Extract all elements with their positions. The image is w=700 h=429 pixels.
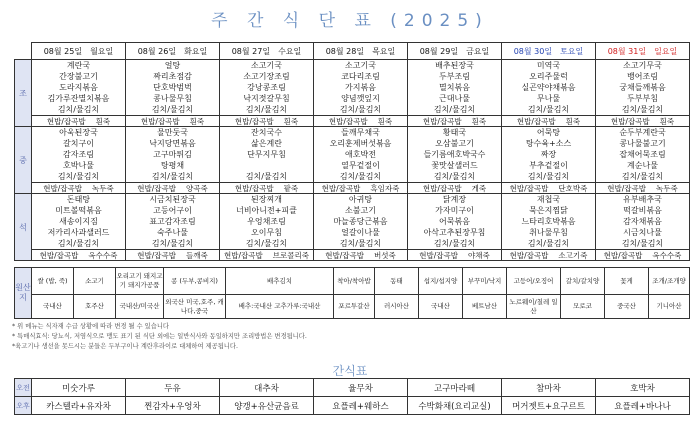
menu-item: 김치/물김치: [245, 172, 288, 181]
origin-value: 중국산: [605, 295, 649, 319]
menu-item: 낙지당면볶음: [149, 139, 196, 148]
origin-header: 고등어/오징어: [507, 268, 561, 295]
porridge-option: 버섯죽: [374, 251, 396, 260]
menu-footer: [32, 115, 125, 126]
menu-footer: [220, 115, 313, 126]
rice-option: 현밥/잡곡밥: [422, 117, 462, 126]
corner-cell: [15, 43, 32, 60]
day-header: [220, 43, 314, 60]
menu-item: 가지볶음: [345, 83, 376, 92]
snack-pm-row: [15, 397, 690, 415]
menu-cell: [220, 60, 314, 127]
porridge-option: 흑임자죽: [370, 184, 400, 193]
menu-item: 마늘종당근볶음: [333, 217, 388, 226]
menu-item: 재첩국: [536, 195, 561, 204]
porridge-option: 팥죽: [283, 184, 299, 193]
menu-cell: [126, 194, 220, 261]
menu-cell: [502, 194, 596, 261]
rice-option: 현밥/잡곡밥: [603, 251, 643, 260]
day-date: 08월 26일: [137, 46, 177, 56]
menu-footer: [32, 182, 125, 193]
menu-cell: [126, 127, 220, 194]
day-header: [314, 43, 408, 60]
menu-item: 잡채어묵조림: [619, 150, 666, 159]
origin-header: 조개/조개양: [649, 268, 690, 295]
menu-item: 간장불고기: [59, 72, 98, 81]
day-date: 08월 30일: [513, 46, 553, 56]
menu-item: 가자미구이: [435, 206, 474, 215]
menu-item: 삶은계란: [251, 139, 282, 148]
meal-row: [15, 194, 690, 261]
menu-item: 김치/물김치: [245, 105, 288, 114]
origin-table: [14, 267, 690, 319]
rice-option: 현밥/잡곡밥: [46, 117, 86, 126]
porridge-option: 흰죽: [471, 117, 487, 126]
porridge-option: 들깨죽: [186, 251, 208, 260]
note-line: * 특매식효식: 당뇨식, 저염식으로 맹도 표기 된 식단 외에는 일반식사와 동일하지만 조리방법은 변경됩니다.: [12, 333, 307, 340]
snack-item: 참마차: [502, 379, 596, 397]
snack-item: 머거젯트+요구르트: [502, 397, 596, 415]
rice-option: 현밥/잡곡밥: [137, 184, 176, 193]
porridge-option: 브로콜리죽: [272, 251, 309, 260]
menu-footer: [220, 182, 313, 193]
menu-cell: [32, 60, 126, 127]
snack-item: 고구마라떼: [408, 379, 502, 397]
menu-cell: [126, 60, 220, 127]
menu-item: 순두부계란국: [619, 128, 666, 137]
day-weekday: 토요일: [560, 46, 584, 56]
menu-item: 느타리호박볶음: [521, 217, 576, 226]
menu-item: 김치/물김치: [151, 172, 194, 181]
day-weekday: 목요일: [372, 46, 396, 56]
menu-item: 아삭고추된장무침: [423, 228, 486, 237]
menu-item: 시금치나물: [623, 228, 662, 237]
menu-item: 고구마튀김: [153, 150, 192, 159]
origin-value: 러시아산: [375, 295, 419, 319]
snack-item: 요플레+웨하스: [314, 397, 408, 415]
menu-item: 된장찌개: [251, 195, 282, 204]
menu-cell: [502, 127, 596, 194]
rice-option: 현밥/잡곡밥: [137, 251, 176, 260]
menu-item: 아귀탕: [348, 195, 373, 204]
menu-item: 아욱된장국: [59, 128, 98, 137]
day-weekday: 월요일: [90, 46, 114, 56]
menu-item: 소불고기: [345, 206, 376, 215]
day-header: [32, 43, 126, 60]
rice-option: 현밥/잡곡밥: [321, 184, 361, 193]
menu-item: 황태국: [442, 128, 467, 137]
menu-item: 단무지무침: [247, 150, 286, 159]
page-title: 주 간 식 단 표 (2025): [211, 11, 489, 31]
menu-item: 미트볼떡볶음: [55, 206, 102, 215]
menu-footer: [126, 249, 219, 260]
menu-item: 김치/물김치: [57, 172, 100, 181]
menu-item: 오리주물럭: [529, 72, 568, 81]
snack-item: 카스텔라+유자차: [32, 397, 126, 415]
origin-header: 오리고기 돼지고기 돼지가공품: [116, 268, 164, 295]
day-weekday: 수요일: [278, 46, 302, 56]
menu-item: 김치/물김치: [621, 105, 664, 114]
origin-value: 외국산 미국,호주, 캐나다,중국: [164, 295, 226, 319]
day-date: 08월 31일: [607, 46, 647, 56]
menu-item: 닭계장: [442, 195, 467, 204]
menu-cell: [596, 194, 690, 261]
menu-footer: [126, 115, 219, 126]
origin-value: 포르투갈산: [334, 295, 375, 319]
porridge-option: 게죽: [471, 184, 487, 193]
menu-footer: [32, 249, 125, 260]
snack-am-row: [15, 379, 690, 397]
origin-header: 동태: [375, 268, 419, 295]
day-header: [408, 43, 502, 60]
menu-item: 김치/물김치: [245, 239, 288, 248]
rice-option: 현밥/잡곡밥: [509, 184, 549, 193]
origin-value: 모로코: [561, 295, 605, 319]
menu-item: 짜리초점감: [153, 72, 192, 81]
menu-item: 김치/물김치: [433, 172, 476, 181]
day-weekday: 일요일: [654, 46, 678, 56]
menu-item: 어묵탕: [536, 128, 561, 137]
menu-item: 낙지젓갈무침: [243, 94, 290, 103]
rice-option: 현밥/잡곡밥: [607, 184, 646, 193]
menu-item: 김가루잔멸치볶음: [47, 94, 110, 103]
origin-value: 국내산: [32, 295, 74, 319]
menu-item: 오리훈제버섯볶음: [329, 139, 392, 148]
meal-body: [15, 60, 690, 261]
day-date: 08월 29일: [419, 46, 459, 56]
menu-item: 열무겉절이: [341, 161, 380, 170]
rice-option: 현밥/잡곡밥: [224, 251, 263, 260]
rice-option: 현밥/잡곡밥: [610, 117, 650, 126]
rice-option: 현밥/잡곡밥: [328, 117, 368, 126]
menu-item: 도라지볶음: [59, 83, 98, 92]
rice-option: 현밥/잡곡밥: [43, 184, 82, 193]
menu-item: 김치/물김치: [527, 105, 570, 114]
menu-item: 물만둣국: [157, 128, 188, 137]
menu-item: 들기름애호박국수: [423, 150, 486, 159]
menu-item: [220, 160, 313, 171]
menu-cell: [502, 60, 596, 127]
note-line: *육고기나 생선을 못드시는 분들은 두부구이나 계란후라이로 대체하여 제공됩니다.: [12, 343, 238, 350]
menu-footer: [314, 249, 407, 260]
menu-footer: [596, 115, 689, 126]
meal-label: 중: [15, 127, 32, 194]
porridge-option: 흰죽: [659, 117, 675, 126]
menu-item: 김치/물김치: [339, 172, 382, 181]
menu-item: 들깨무채국: [341, 128, 380, 137]
day-date: 08월 25일: [43, 46, 83, 56]
menu-item: 오삼불고기: [435, 139, 474, 148]
menu-item: 두부부침: [627, 94, 658, 103]
menu-item: 새송이지짐: [59, 217, 98, 226]
day-date: 08월 28일: [325, 46, 365, 56]
meal-label: 조: [15, 60, 32, 127]
meal-label: 석: [15, 194, 32, 261]
menu-item: 갈치구이: [63, 139, 94, 148]
menu-footer: [596, 249, 689, 260]
menu-item: 배추된장국: [435, 61, 474, 70]
menu-item: 콩나물무침: [153, 94, 192, 103]
origin-value: 국내산/미국산: [116, 295, 164, 319]
menu-item: 돈태탕: [66, 195, 91, 204]
menu-item: 두부조림: [439, 72, 470, 81]
snack-item: 찐감자+우엉차: [126, 397, 220, 415]
porridge-option: 흰죽: [377, 117, 393, 126]
menu-item: 실곤약야채볶음: [521, 83, 576, 92]
menu-item: 김치/물김치: [433, 105, 476, 114]
origin-header: 갈치/갈치양: [561, 268, 605, 295]
porridge-option: 흰죽: [189, 117, 205, 126]
menu-item: 얼갈이나물: [341, 228, 380, 237]
origin-value: 베트남산: [463, 295, 507, 319]
porridge-option: 소고기죽: [558, 251, 588, 260]
snack-item: 대추차: [220, 379, 314, 397]
menu-item: 김치/물김치: [527, 172, 570, 181]
menu-item: 미역국: [536, 61, 561, 70]
menu-item: 감자조림: [63, 150, 94, 159]
meal-row: [15, 60, 690, 127]
menu-footer: [408, 249, 501, 260]
day-header: [126, 43, 220, 60]
menu-item: 고등어구이: [153, 206, 192, 215]
menu-item: 애호박전: [345, 150, 376, 159]
origin-value-row: [15, 295, 690, 319]
menu-item: 호박나물: [63, 161, 94, 170]
snack-item: 요플레+바나나: [596, 397, 690, 415]
day-date: 08월 27일: [231, 46, 271, 56]
menu-item: 소고기국: [251, 61, 282, 70]
menu-item: 우엉채조림: [247, 217, 286, 226]
menu-footer: [126, 182, 219, 193]
menu-cell: [314, 127, 408, 194]
menu-item: 얼탕: [164, 61, 181, 70]
menu-item: 취나물무침: [529, 228, 568, 237]
menu-footer: [502, 115, 595, 126]
origin-value: 배추:국내산 고추가루:국내산: [226, 295, 334, 319]
origin-header: 착아/착아밥: [334, 268, 375, 295]
origin-header: 소고기: [74, 268, 116, 295]
meal-row: [15, 127, 690, 194]
rice-option: 현밥/잡곡밥: [234, 184, 274, 193]
menu-footer: [408, 182, 501, 193]
snack-table: [14, 378, 690, 415]
menu-cell: [32, 127, 126, 194]
menu-item: 코다리조림: [341, 72, 380, 81]
menu-item: 김치/물김치: [339, 105, 382, 114]
rice-option: 현밥/잡곡밥: [325, 251, 364, 260]
snack-item: 호박차: [596, 379, 690, 397]
menu-item: 감자채볶음: [623, 217, 662, 226]
menu-item: 부추겉절이: [529, 161, 568, 170]
menu-item: 오이무침: [251, 228, 282, 237]
menu-item: 김치/물김치: [433, 239, 476, 248]
menu-item: 탕평채: [160, 161, 185, 170]
menu-item: 강낭콩조림: [247, 83, 286, 92]
snack-item: 양갱+유산균음료: [220, 397, 314, 415]
rice-option: 현밥/잡곡밥: [419, 251, 458, 260]
menu-footer: [596, 182, 689, 193]
menu-footer: [220, 249, 313, 260]
menu-item: 소고기국: [345, 61, 376, 70]
menu-item: 김치/물김치: [621, 239, 664, 248]
menu-item: 어묵볶음: [439, 217, 470, 226]
menu-item: 뱅어조림: [627, 72, 658, 81]
menu-item: 유부배추국: [623, 195, 662, 204]
menu-item: 김치/물김치: [621, 172, 664, 181]
day-header-saturday: [502, 43, 596, 60]
menu-item: 떡갈비볶음: [623, 206, 662, 215]
porridge-option: 옥수수죽: [88, 251, 118, 260]
menu-item: 김치/물김치: [57, 105, 100, 114]
snack-item: 두유: [126, 379, 220, 397]
menu-item: 너비아니전+피클: [236, 206, 297, 215]
origin-label: 원산지: [15, 268, 32, 319]
rice-option: 현밥/잡곡밥: [509, 251, 549, 260]
menu-item: 김치/물김치: [57, 239, 100, 248]
menu-item: 단호박범벅: [153, 83, 192, 92]
menu-item: 김치/물김치: [339, 239, 382, 248]
menu-cell: [220, 194, 314, 261]
menu-item: 계순나물: [627, 161, 658, 170]
day-weekday: 화요일: [184, 46, 208, 56]
menu-item: 양념깻잎지: [341, 94, 380, 103]
porridge-option: 흰죽: [565, 117, 581, 126]
origin-header: 배추김치: [226, 268, 334, 295]
day-header-sunday: [596, 43, 690, 60]
day-header-row: [15, 43, 690, 60]
porridge-option: 양곡죽: [186, 184, 208, 193]
porridge-option: 녹두죽: [92, 184, 114, 193]
menu-item: 소고기무국: [623, 61, 662, 70]
menu-item: 궁채들깨볶음: [619, 83, 666, 92]
day-weekday: 금요일: [466, 46, 490, 56]
origin-header: 쌀 (밥, 죽): [32, 268, 74, 295]
snack-item: 미숫가루: [32, 379, 126, 397]
snack-am-label: 오전: [15, 379, 32, 397]
origin-header: 콩 (두부,콩비지): [164, 268, 226, 295]
notes: [12, 322, 692, 352]
menu-item: 묵은지찜닭: [529, 206, 568, 215]
menu-item: 무나물: [536, 94, 561, 103]
rice-option: 현밥/잡곡밥: [516, 117, 556, 126]
rice-option: 현밥/잡곡밥: [140, 117, 180, 126]
menu-item: 시금치된장국: [149, 195, 196, 204]
snack-title: 간식표: [332, 364, 368, 378]
porridge-option: 녹두죽: [656, 184, 678, 193]
menu-item: 소고기장조림: [243, 72, 290, 81]
menu-footer: [502, 182, 595, 193]
origin-value: 호주산: [74, 295, 116, 319]
origin-header: 섭지/섭지양: [419, 268, 463, 295]
origin-header: 부꾸미/낙지: [463, 268, 507, 295]
menu-footer: [502, 249, 595, 260]
menu-item: 탕수육+소스: [525, 139, 572, 148]
origin-value: 기니아산: [649, 295, 690, 319]
rice-option: 현밥/잡곡밥: [39, 251, 79, 260]
note-line: * 위 메뉴는 식자재 수급 상황에 따라 변경 될 수 있습니다: [12, 323, 169, 330]
menu-item: 멸치볶음: [439, 83, 470, 92]
origin-value: 국내산: [419, 295, 463, 319]
menu-cell: [408, 60, 502, 127]
menu-footer: [408, 115, 501, 126]
menu-cell: [408, 194, 502, 261]
menu-item: 저카리사과샐러드: [47, 228, 110, 237]
menu-item: 표고감자조림: [149, 217, 196, 226]
snack-pm-label: 오후: [15, 397, 32, 415]
menu-item: 콩나물불고기: [619, 139, 666, 148]
weekly-menu-table: [14, 42, 690, 261]
origin-value: 노르웨이/칠레 일산: [507, 295, 561, 319]
porridge-option: 단호박죽: [558, 184, 588, 193]
snack-item: 율무차: [314, 379, 408, 397]
origin-header: 꽃게: [605, 268, 649, 295]
menu-item: 김치/물김치: [151, 239, 194, 248]
menu-item: 꽃맛살샐러드: [431, 161, 478, 170]
porridge-option: 옥수수죽: [652, 251, 682, 260]
menu-item: 계란국: [66, 61, 91, 70]
origin-header-row: [15, 268, 690, 295]
menu-cell: [596, 60, 690, 127]
snack-item: 수박화채(요리교실): [408, 397, 502, 415]
rice-option: 현밥/잡곡밥: [422, 184, 462, 193]
menu-footer: [314, 182, 407, 193]
menu-footer: [314, 115, 407, 126]
menu-cell: [314, 60, 408, 127]
menu-cell: [408, 127, 502, 194]
menu-item: 근대나물: [439, 94, 470, 103]
porridge-option: 흰죽: [283, 117, 299, 126]
menu-cell: [32, 194, 126, 261]
menu-cell: [220, 127, 314, 194]
menu-item: 짜장: [540, 150, 557, 159]
porridge-option: 흰죽: [95, 117, 111, 126]
menu-cell: [314, 194, 408, 261]
menu-item: 잔치국수: [251, 128, 282, 137]
porridge-option: 야채죽: [468, 251, 490, 260]
menu-item: 김치/물김치: [527, 239, 570, 248]
menu-item: 숙주나물: [157, 228, 188, 237]
menu-cell: [596, 127, 690, 194]
rice-option: 현밥/잡곡밥: [234, 117, 274, 126]
menu-item: 김치/물김치: [151, 105, 194, 114]
